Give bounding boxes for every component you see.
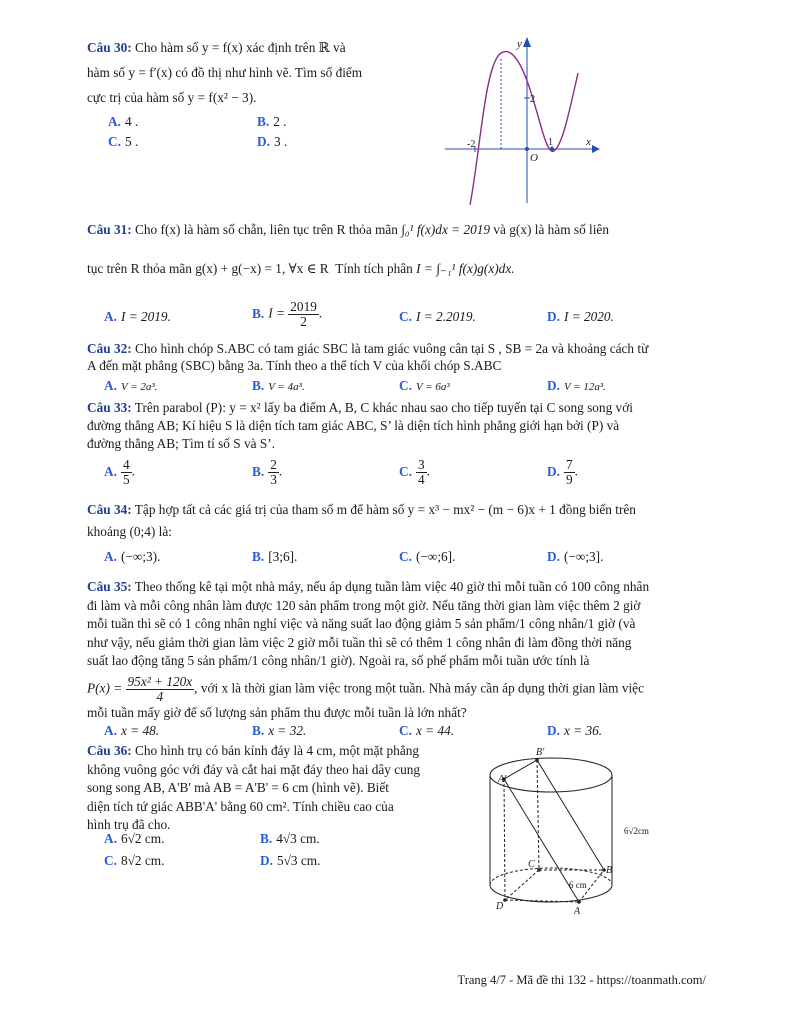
question-number: Câu 31: [87,222,132,237]
question-31 [87,219,707,279]
point-label: D [496,901,504,912]
derivative-graph [440,33,610,205]
option-c[interactable]: C. V = 6a³ [399,378,450,393]
question-number: Câu 34: [87,502,132,517]
edge-b-prime-c [537,760,539,870]
bottom-ellipse-front [490,885,612,902]
question-text: Cho hình trụ có bán kính đáy là 4 cm, một mặt phẳng [135,743,420,758]
option-d[interactable]: D. 3 . [257,134,288,149]
question-number: Câu 36: [87,743,132,758]
option-c[interactable]: C. (−∞;6]. [399,549,456,564]
option-d[interactable]: D. I = 2020. [547,309,614,324]
question-number: Câu 32: [87,341,132,356]
question-text: hàm số y = f′(x) có đồ thị như hình vẽ. Tìm số điểm [87,65,363,80]
edge-a-prime-d [504,779,505,900]
question-text: mỗi tuần thì sẽ có 1 công nhân nghỉ việc và năng suất lao động giảm 5 sản phẩm/1 công nhân/1 giờ (và [87,616,636,631]
bottom-ellipse-back [490,868,612,885]
question-text: cực trị của hàm số y = f(x² − 3). [87,90,257,105]
option-b[interactable]: B. V = 4a³. [252,378,305,393]
height-label: 6√2cm [624,826,649,836]
question-text: tục trên R thỏa mãn g(x) + g(−x) = 1, ∀x ∈ R [87,261,329,276]
option-d[interactable]: D. 5√3 cm. [260,853,321,868]
option-d[interactable]: D. x = 36. [547,723,603,738]
option-b[interactable]: B. x = 32. [252,723,307,738]
option-a[interactable]: A. 6√2 cm. [104,831,165,846]
point-label: A' [498,774,507,785]
question-35 [87,578,707,722]
page-footer: Trang 4/7 - Mã đề thi 132 - https://toanmath.com/ [457,973,706,987]
point-label: B' [536,747,545,758]
point-label: B [606,865,613,876]
question-text: Tập hợp tất cả các giá trị của tham số m để hàm số y = x³ − mx² − (m − 6)x + 1 đồng biến trên [134,502,636,517]
question-text: đường thẳng AB; Tìm tỉ số S và S’. [87,436,275,451]
option-a[interactable]: A. x = 48. [104,723,160,738]
edge-b-prime-b [537,760,604,870]
option-c[interactable]: C. $\frac{3}{4}$ . [399,457,430,487]
tick-label: -2 [467,139,476,150]
integral: ∫₀¹ f(x)dx = 2019 [401,222,491,237]
question-text: khoảng (0;4) là: [87,524,172,539]
question-36 [87,742,457,835]
question-text: Theo thống kê tại một nhà máy, nếu áp dụng tuần làm việc 40 giờ thì mỗi tuần có 100 công nhân [134,579,650,594]
question-text: Cho f(x) là hàm số chẵn, liên tục trên R thỏa mãn [135,222,398,237]
option-d[interactable]: D. V = 12a³. [547,378,606,393]
point-label: C [528,859,535,870]
option-d[interactable]: D. (−∞;3]. [547,549,604,564]
option-b[interactable]: B. I = $\frac{2019}{2}$ . [252,299,323,329]
option-c[interactable]: C. x = 44. [399,723,455,738]
integral: I = ∫₋₁¹ f(x)g(x)dx. [416,261,515,276]
question-text: như vậy, nếu giảm thời gian làm việc 2 giờ mỗi tuần thì sẽ có thêm 1 công nhân đi làm đồng thời năng [87,634,632,650]
option-c[interactable]: C. I = 2.2019. [399,309,476,324]
y-label: y [517,38,522,50]
origin-label: O [530,152,538,164]
option-c[interactable]: C. 8√2 cm. [104,853,165,868]
question-text: đường thẳng AB; Kí hiệu S là diện tích tam giác ABC, S’ là diện tích hình phẳng giới hạn bởi (P) và [87,418,620,433]
question-text: và g(x) là hàm số liên [493,222,609,237]
question-number: Câu 30: [87,40,132,55]
option-a[interactable]: A. I = 2019. [104,309,171,324]
y-axis-arrow [523,37,531,47]
chord-label: 6 cm [569,880,587,890]
question-32 [87,340,707,374]
question-text: mỗi tuần mấy giờ để số lượng sản phẩm thu được mỗi tuần là lớn nhất? [87,704,467,720]
question-number: Câu 33: [87,400,132,415]
option-c[interactable]: C. 5 . [108,134,139,149]
question-text: Trên parabol (P): y = x² lấy ba điểm A, B, C khác nhau sao cho tiếp tuyến tại C song song với [134,400,633,415]
question-text: song song AB, A'B' mà AB = A'B' = 6 cm (hình vẽ). Biết [87,780,389,795]
question-text: suất lao động tăng 5 sản phẩm/1 công nhân/1 giờ). Ngoài ra, số phế phẩm mỗi tuần ước tính là [87,653,590,668]
formula: P(x) = [87,680,123,696]
diameter-cd [505,870,539,900]
question-33 [87,399,707,453]
option-b[interactable]: B. [3;6]. [252,549,298,564]
question-34 [87,499,707,543]
option-d[interactable]: D. $\frac{7}{9}$ . [547,457,578,487]
formula-fraction: $\frac{\text{95x² + 120x}}{4}$ [127,673,193,704]
question-text: không vuông góc với đáy và cắt hai mặt đáy theo hai dây cung [87,761,421,777]
option-a[interactable]: A. V = 2a³. [104,378,158,393]
option-a[interactable]: A. $\frac{4}{5}$ . [104,457,135,487]
question-text: diện tích tứ giác ABB'A' bằng 60 cm². Tính chiều cao của [87,798,394,814]
question-number: Câu 35: [87,579,132,594]
cylinder-figure [485,742,665,920]
option-a[interactable]: A. (−∞;3). [104,549,161,564]
question-text: hình trụ đã cho. [87,817,171,832]
x-axis-arrow [592,145,600,153]
tick-label: 1 [548,137,553,148]
question-text: A đến mặt phẳng (SBC) bằng 3a. Tính theo a thể tích V của khối chóp S.ABC [87,358,502,373]
question-text: Cho hàm số y = f(x) xác định trên ℝ và [135,40,346,55]
option-b[interactable]: B. 2 . [257,114,287,129]
origin-dot [525,147,529,151]
question-text: , với x là thời gian làm việc trong một tuần. Nhà máy cần áp dụng thời gian làm việc [194,680,644,696]
question-30 [87,37,417,108]
question-text: Cho hình chóp S.ABC có tam giác SBC là tam giác vuông cân tại S , SB = 2a và khoảng cách từ [135,341,649,356]
curve-fprime [470,52,578,205]
x-label: x [586,136,591,148]
option-b[interactable]: B. 4√3 cm. [260,831,320,846]
question-text: đi làm và mỗi công nhân làm được 120 sản phẩm trong một giờ. Nếu tăng thời gian làm việc thêm 2 giờ [87,597,641,613]
edge-a-prime-a [504,779,579,902]
option-b[interactable]: B. $\frac{2}{3}$ . [252,457,283,487]
option-a[interactable]: A. 4 . [108,114,139,129]
point-label: A [574,906,581,917]
tick-label: 2 [530,94,535,105]
question-text: Tính tích phân [335,261,413,276]
